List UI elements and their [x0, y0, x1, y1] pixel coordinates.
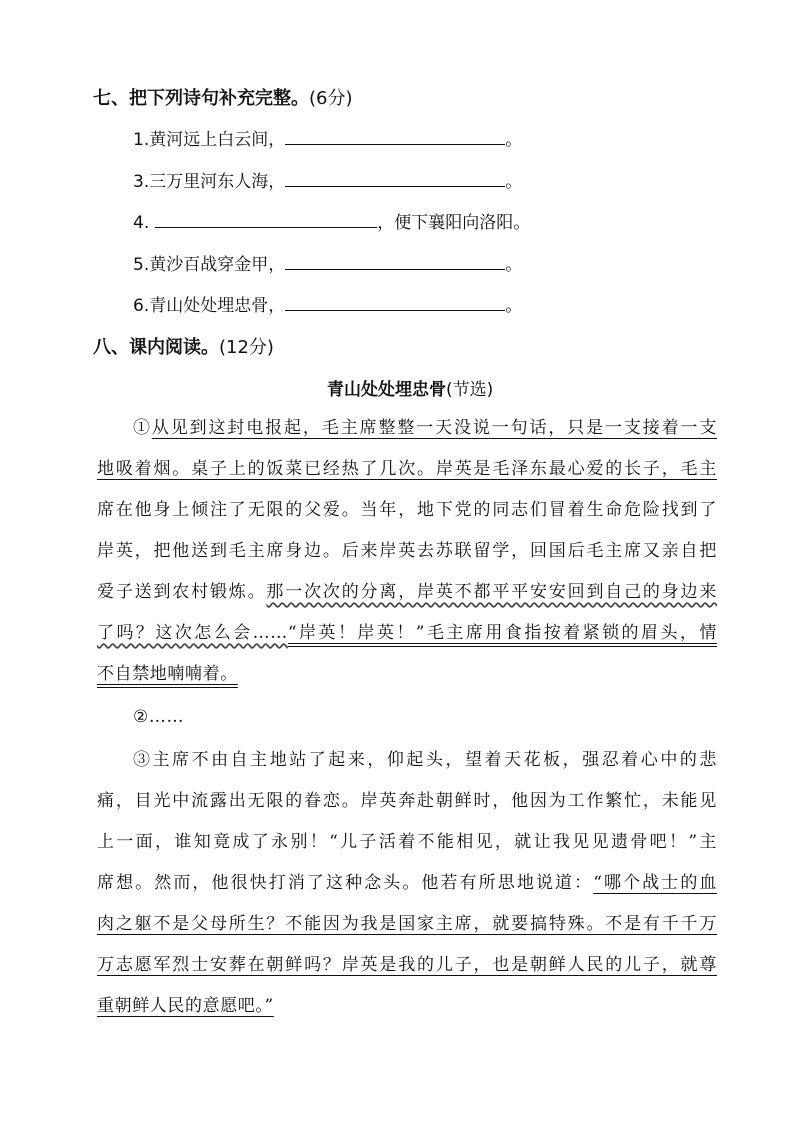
passage-line	[133, 416, 717, 440]
poem-item-5	[133, 250, 522, 275]
passage-line	[97, 457, 717, 481]
underlined-text: 肉之躯不是父母所生？不能因为我是国家主席，就要搞特殊。不是有千千万	[97, 914, 717, 934]
poem-item-4-suffix: ，便下襄阳向洛阳。	[377, 213, 531, 233]
section8-heading	[93, 333, 274, 359]
double-underlined-text: “岸英！岸英！”毛主席用食指按着紧锁的眉头，情	[287, 623, 718, 643]
poem-item-5-suffix: 。	[505, 255, 523, 275]
passage-line: 席在他身上倾注了无限的父爱。当年，地下党的同志们冒着生命危险找到了	[97, 500, 717, 520]
passage-line	[97, 580, 717, 604]
passage-text: 席想。然而，他很快打消了这种念头。他若有所思地说道：	[97, 873, 594, 893]
passage-line: 痛，目光中流露出无限的眷恋。岸英奔赴朝鲜时，他因为工作繁忙，未能见	[97, 791, 717, 811]
passage-text: 爱子送到农村锻炼。	[97, 582, 267, 602]
underlined-text: “哪个战士的血	[593, 873, 717, 893]
poem-item-3	[133, 167, 522, 192]
wavy-underlined-text: 了吗？这次怎么会……	[97, 623, 288, 643]
passage-line	[97, 912, 717, 936]
passage-title-text: 青山处处埋忠骨	[327, 380, 446, 400]
passage-line	[97, 662, 717, 686]
section7-heading-text: 七、把下列诗句补充完整。	[93, 88, 309, 109]
poem-item-1	[133, 125, 522, 150]
section7-heading	[93, 84, 353, 110]
paragraph-2: ②……	[133, 707, 185, 727]
passage-line	[97, 621, 717, 645]
answer-blank-6[interactable]	[285, 296, 505, 311]
poem-item-5-prefix: 5.黄沙百战穿金甲，	[133, 255, 286, 275]
double-underlined-text: 不自禁地喃喃着。	[97, 664, 238, 684]
answer-blank-5[interactable]	[285, 255, 505, 270]
passage-line: ③主席不由自主地站了起来，仰起头，望着天花板，强忍着心中的悲	[133, 750, 717, 770]
poem-item-6-prefix: 6.青山处处埋忠骨，	[133, 296, 286, 316]
answer-blank-3[interactable]	[285, 172, 505, 187]
passage-line	[97, 994, 717, 1018]
passage-line: 岸英，把他送到毛主席身边。后来岸英去苏联留学，回国后毛主席又亲自把	[97, 541, 717, 561]
poem-item-1-prefix: 1.黄河远上白云间，	[133, 130, 286, 150]
underlined-text: 地吸着烟。桌子上的饭菜已经热了几次。岸英是毛泽东最心爱的长子，毛主	[97, 459, 717, 479]
section8-points: (12分)	[219, 337, 274, 358]
section8-heading-text: 八、课内阅读。	[93, 337, 219, 358]
section7-points: (6分)	[309, 88, 353, 109]
poem-item-3-prefix: 3.三万里河东人海，	[133, 172, 286, 192]
passage-line	[97, 953, 717, 977]
poem-item-1-suffix: 。	[505, 130, 523, 150]
poem-item-4-prefix: 4.	[133, 213, 150, 233]
answer-blank-1[interactable]	[285, 130, 505, 145]
poem-item-4	[133, 208, 530, 233]
underlined-text: 从见到这封电报起，毛主席整整一天没说一句话，只是一支接着一支	[151, 418, 717, 438]
poem-item-6-suffix: 。	[505, 296, 523, 316]
passage-title	[327, 375, 493, 400]
underlined-text: 万志愿军烈士安葬在朝鲜吗？岸英是我的儿子，也是朝鲜人民的儿子，就尊	[97, 955, 717, 975]
wavy-underlined-text: 那一次次的分离，岸英不都平平安安回到自己的身边来	[266, 582, 717, 602]
answer-blank-4[interactable]	[155, 213, 377, 228]
paragraph-marker: ①	[133, 418, 152, 438]
passage-title-suffix: (节选)	[446, 380, 494, 400]
poem-item-3-suffix: 。	[505, 172, 523, 192]
poem-item-6	[133, 291, 522, 316]
passage-line	[97, 871, 717, 895]
passage-line: 上一面，谁知竟成了永别！“儿子活着不能相见，就让我见见遗骨吧！”主	[97, 832, 717, 852]
underlined-text: 重朝鲜人民的意愿吧。”	[97, 996, 274, 1016]
